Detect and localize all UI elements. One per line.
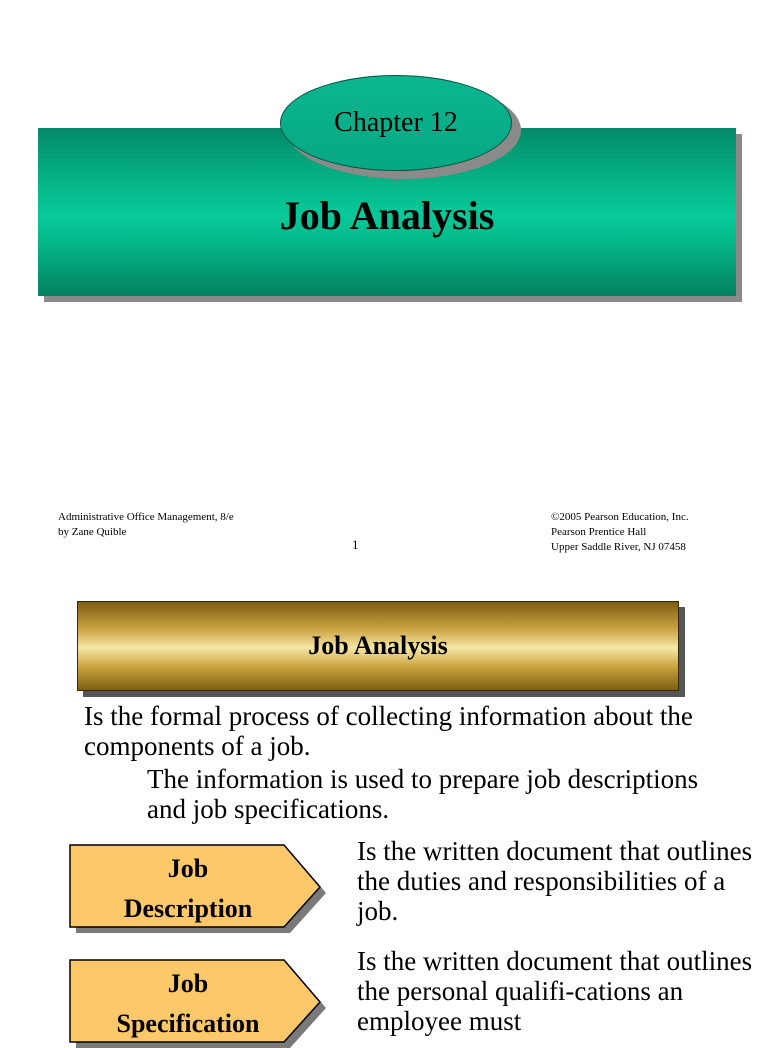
chapter-oval [280,75,512,171]
arrow-label-line2: Specification [116,1009,260,1038]
definition-specification: Is the written document that outlines the personal qualifi-cations an employee must [357,946,753,1036]
intro-subtext: The information is used to prepare job descriptions and job specifications. [147,764,699,824]
arrow-label-line1: Job [167,854,209,883]
footer-author: by Zane Quible [58,526,127,538]
intro-text: Is the formal process of collecting information about the components of a job. [84,701,693,761]
slide-title: Job Analysis [279,193,495,238]
chapter-label: Chapter 12 [334,107,458,138]
page-number: 1 [352,537,359,552]
footer-left [58,510,234,540]
arrow-label-description [68,849,308,929]
footer-copyright: ©2005 Pearson Education, Inc. [551,511,689,523]
arrow-label-specification [68,964,308,1044]
footer-publisher: Pearson Prentice Hall [551,526,647,538]
heading-bar [77,601,679,691]
footer-right [551,510,689,555]
arrow-label-line1: Job [167,969,209,998]
slide2-title: Job Analysis [308,631,448,660]
footer-book-title: Administrative Office Management, 8/e [58,511,234,523]
definition-description: Is the written document that outlines the duties and responsibilities of a job. [357,836,753,926]
arrow-label-line2: Description [123,894,253,923]
footer-address: Upper Saddle River, NJ 07458 [551,541,686,553]
